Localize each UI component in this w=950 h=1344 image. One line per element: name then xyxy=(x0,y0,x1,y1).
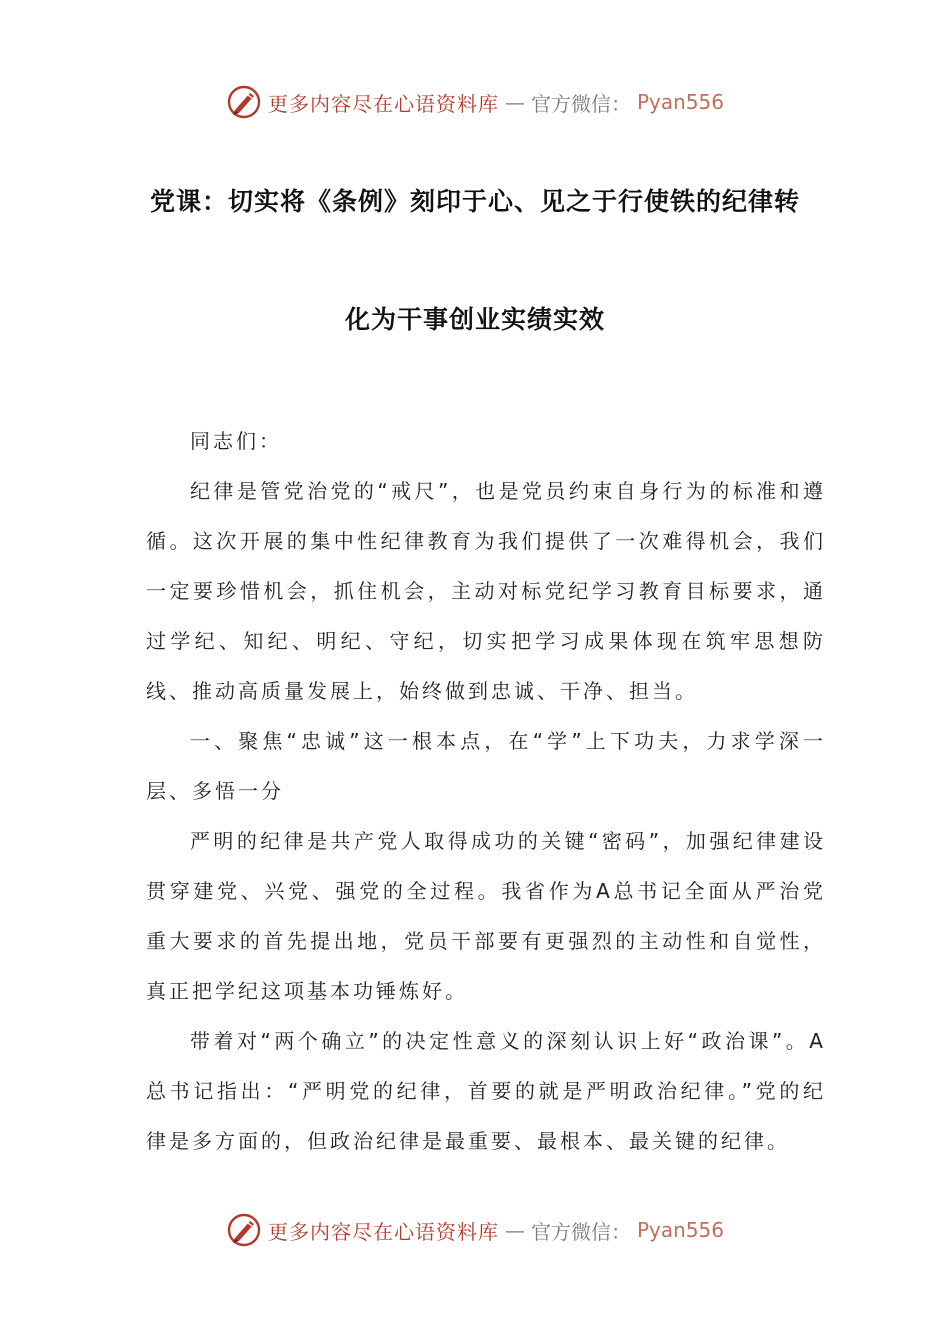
body-paragraph: 严明的纪律是共产党人取得成功的关键“密码”，加强纪律建设贯穿建党、兴党、强党的全过程。我省作为A总书记全面从严治党重大要求的首先提出地，党员干部要有更强烈的主动性和自觉性，真正把学纪这项基本功锤炼好。 xyxy=(146,829,826,1003)
salutation-paragraph: 同志们： xyxy=(190,429,282,453)
banner-wechat-id: Pyan556 xyxy=(636,90,724,114)
section-heading-paragraph: 一、聚焦“忠诚”这一根本点，在“学”上下功夫，力求学深一层、多悟一分 xyxy=(146,729,826,803)
banner-wechat-label: 官方微信： xyxy=(530,1219,631,1244)
banner-site-text: 更多内容尽在心语资料库 xyxy=(267,1219,499,1244)
pen-logo-icon xyxy=(226,1212,262,1248)
pen-logo-icon xyxy=(226,84,262,120)
document-title-line-1: 党课：切实将《条例》刻印于心、见之于行使铁的纪律转 xyxy=(149,187,800,216)
banner-wechat-id: Pyan556 xyxy=(636,1218,724,1242)
header-watermark-banner xyxy=(0,80,950,124)
banner-separator: — xyxy=(504,1218,525,1242)
document-title-line-2: 化为干事创业实绩实效 xyxy=(344,305,605,334)
footer-watermark-banner xyxy=(0,1208,950,1252)
banner-separator: — xyxy=(504,90,525,114)
body-paragraph: 带着对“两个确立”的决定性意义的深刻认识上好“政治课”。A总书记指出：“严明党的纪律，首要的就是严明政治纪律。”党的纪律是多方面的，但政治纪律是最重要、最根本、最关键的纪律。 xyxy=(146,1029,826,1153)
banner-wechat-label: 官方微信： xyxy=(530,91,631,116)
intro-paragraph: 纪律是管党治党的“戒尺”，也是党员约束自身行为的标准和遵循。这次开展的集中性纪律教育为我们提供了一次难得机会，我们一定要珍惜机会，抓住机会，主动对标党纪学习教育目标要求，通过学纪、知纪、明纪、守纪，切实把学习成果体现在筑牢思想防线、推动高质量发展上，始终做到忠诚、干净、担当。 xyxy=(146,479,826,703)
banner-site-text: 更多内容尽在心语资料库 xyxy=(267,91,499,116)
document-body xyxy=(146,416,826,1166)
